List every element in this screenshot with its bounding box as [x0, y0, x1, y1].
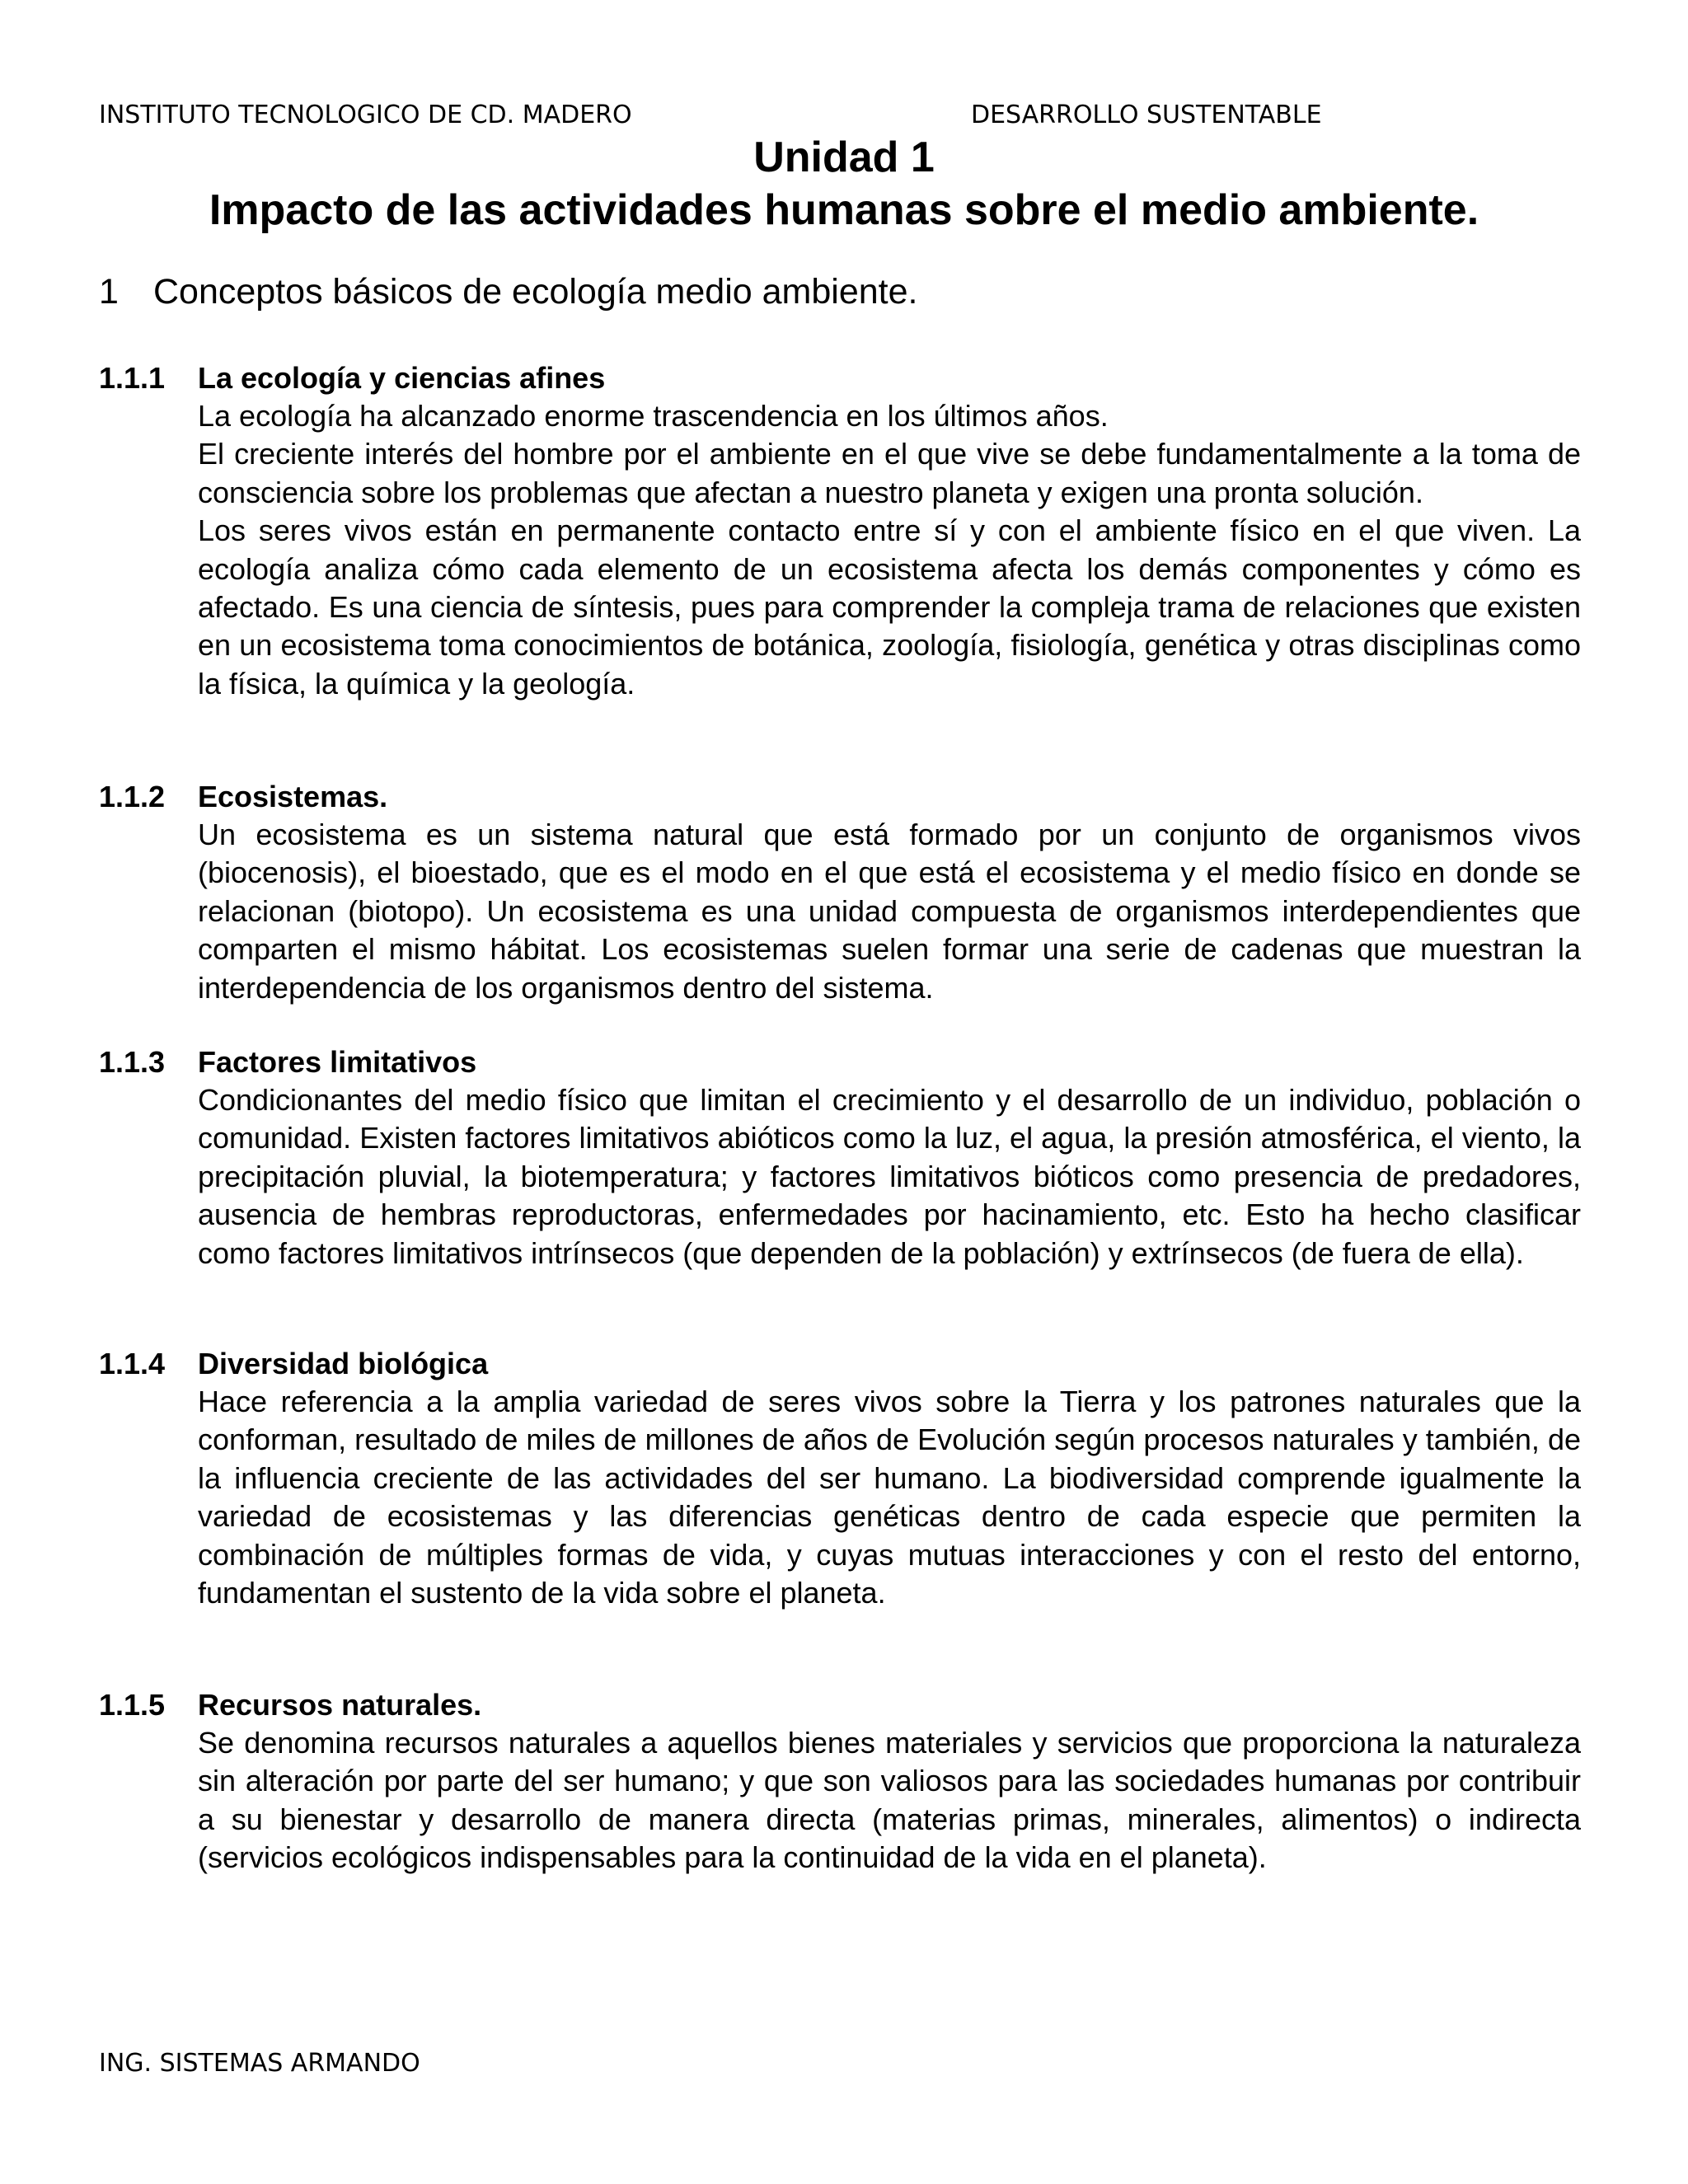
section-heading [99, 1043, 1582, 1081]
section-body [198, 816, 1581, 1007]
section-body [198, 1081, 1581, 1272]
section-title: Recursos naturales. [198, 1688, 482, 1722]
chapter-heading [99, 269, 917, 315]
paragraph: Condicionantes del medio físico que limitan el crecimiento y el desarrollo de un individuo, población o comunidad. Existen factores limitativos abióticos como la luz, el agua, la presión atmosférica, el viento, la precipitación pluvial, la biotemperatura; y factores limitativos bióticos como presencia de predadores, ausencia de hembras reproductoras, enfermedades por hacinamiento, etc. Esto ha hecho clasificar como factores limitativos intrínsecos (que dependen de la población) y extrínsecos (de fuera de ella). [198, 1083, 1581, 1270]
section-diversidad-biologica [99, 1345, 1582, 1612]
unit-subtitle: Impacto de las actividades humanas sobre el medio ambiente. [209, 186, 1479, 234]
section-number: 1.1.5 [99, 1688, 166, 1722]
section-title: Ecosistemas. [198, 780, 388, 813]
paragraph: La ecología ha alcanzado enorme trascendencia en los últimos años. [198, 399, 1109, 433]
section-number: 1.1.1 [99, 361, 166, 395]
chapter-number: 1 [99, 272, 119, 312]
section-title: Diversidad biológica [198, 1347, 489, 1380]
header-institution: INSTITUTO TECNOLOGICO DE CD. MADERO [99, 101, 632, 129]
paragraph: Un ecosistema es un sistema natural que está formado por un conjunto de organismos vivos (biocenosis), el bioestado, que es el modo en el que está el ecosistema y el medio físico en donde se relacionan (biotopo). Un ecosistema es una unidad compuesta de organismos interdependientes que comparten el mismo hábitat. Los ecosistemas suelen formar una serie de cadenas que muestran la interdependencia de los organismos dentro del sistema. [198, 818, 1581, 1005]
paragraph: Se denomina recursos naturales a aquellos bienes materiales y servicios que proporciona la naturaleza sin alteración por parte del ser humano; y que son valiosos para las sociedades humanas por contribuir a su bienestar y desarrollo de manera directa (materias primas, minerales, alimentos) o indirecta (servicios ecológicos indispensables para la continuidad de la vida en el planeta). [198, 1726, 1581, 1875]
section-number: 1.1.3 [99, 1045, 166, 1079]
section-ecologia [99, 359, 1582, 703]
section-body [198, 397, 1581, 703]
header-course: DESARROLLO SUSTENTABLE [971, 101, 1322, 129]
paragraph: Los seres vivos están en permanente contacto entre sí y con el ambiente físico en el que viven. La ecología analiza cómo cada elemento de un ecosistema afecta los demás componentes y cómo es afectado. Es una ciencia de síntesis, pues para comprender la compleja trama de relaciones que existen en un ecosistema toma conocimientos de botánica, zoología, fisiología, genética y otras disciplinas como la física, la química y la geología. [198, 513, 1581, 701]
section-number: 1.1.2 [99, 780, 166, 813]
section-body [198, 1383, 1581, 1612]
page-footer: ING. SISTEMAS ARMANDO [99, 2049, 420, 2078]
section-title: Factores limitativos [198, 1045, 477, 1079]
section-ecosistemas [99, 778, 1582, 1007]
section-heading [99, 778, 1582, 816]
chapter-title: Conceptos básicos de ecología medio ambiente. [153, 272, 918, 312]
paragraph: Hace referencia a la amplia variedad de seres vivos sobre la Tierra y los patrones naturales que la conforman, resultado de miles de millones de años de Evolución según procesos naturales y también, de la influencia creciente de las actividades del ser humano. La biodiversidad comprende igualmente la variedad de ecosistemas y las diferencias genéticas dentro de cada especie que permiten la combinación de múltiples formas de vida, y cuyas mutuas interacciones y con el resto del entorno, fundamentan el sustento de la vida sobre el planeta. [198, 1385, 1581, 1610]
section-number: 1.1.4 [99, 1347, 166, 1380]
section-heading [99, 1345, 1582, 1383]
section-title: La ecología y ciencias afines [198, 361, 606, 395]
section-recursos-naturales [99, 1686, 1582, 1877]
paragraph: El creciente interés del hombre por el ambiente en el que vive se debe fundamentalmente a la toma de consciencia sobre los problemas que afectan a nuestro planeta y exigen una pronta solución. [198, 437, 1581, 509]
page-header [99, 97, 1322, 134]
section-heading [99, 1686, 1582, 1724]
section-factores-limitativos [99, 1043, 1582, 1272]
section-heading [99, 359, 1582, 397]
unit-title: Unidad 1 [753, 134, 935, 181]
section-body [198, 1724, 1581, 1877]
